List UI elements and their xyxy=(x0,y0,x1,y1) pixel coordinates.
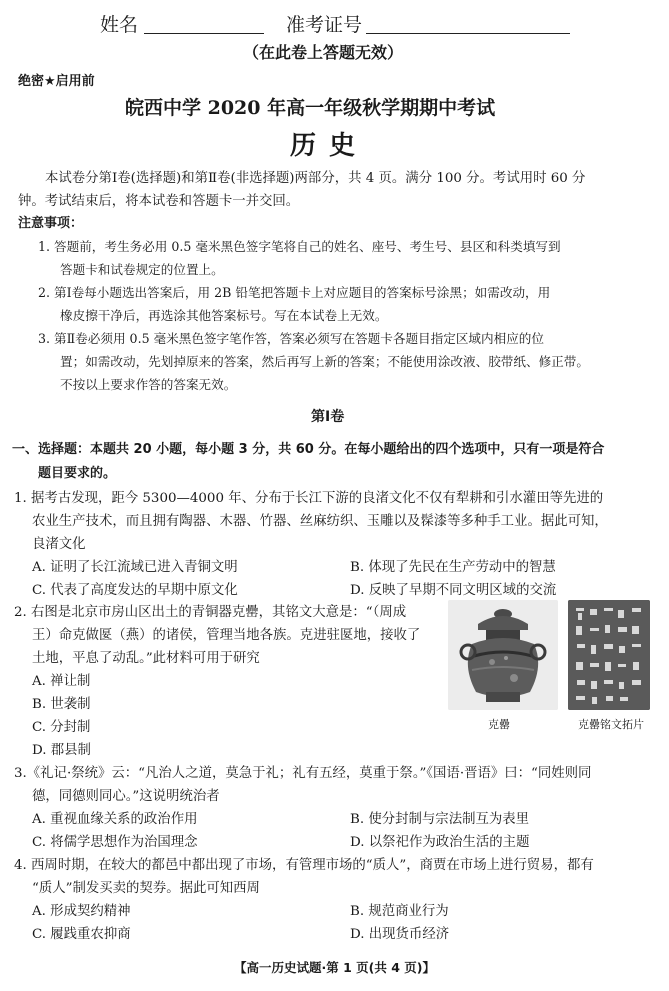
q3-option-c: C. 将儒学思想作为治国理念 xyxy=(32,835,198,850)
q1-stem-line-3: 良渚文化 xyxy=(32,537,86,552)
q1-option-a: A. 证明了长江流域已进入青铜文明 xyxy=(32,560,238,575)
q1-option-b: B. 体现了先民在生产劳动中的智慧 xyxy=(350,560,556,575)
q2-stem-line-2: 王）命克做匽（燕）的诸侯，管理当地各族。克进驻匽地，接收了 xyxy=(32,628,421,643)
note-2-line-2: 橡皮擦干净后，再选涂其他答案标号。写在本试卷上无效。 xyxy=(60,308,388,323)
q4-stem-line-2: “质人”制发买卖的契券。据此可知西周 xyxy=(32,881,260,896)
note-1-line-1: 1. 答题前，考生务必用 0.5 毫米黑色签字笔将自己的姓名、座号、考生号、县区和科类填写到 xyxy=(38,239,561,254)
section-heading-line-1: 一、选择题：本题共 20 小题，每小题 3 分，共 60 分。在每小题给出的四个选项中，只有一项是符合 xyxy=(12,442,605,457)
q1-stem-line-2: 农业生产技术，而且拥有陶器、木器、竹器、丝麻纺织、玉雕以及髹漆等多种手工业。据此可知， xyxy=(32,514,608,529)
subject-title: 历 史 xyxy=(290,131,358,161)
q2-stem-line-3: 土地，平息了动乱。”此材料可用于研究 xyxy=(32,651,260,666)
q2-option-c: C. 分封制 xyxy=(32,720,91,735)
q4-option-a: A. 形成契约精神 xyxy=(32,904,131,919)
q2-option-d: D. 郡县制 xyxy=(32,743,91,758)
q4-stem-line-1: 4. 西周时期，在较大的都邑中都出现了市场，有管理市场的“质人”，商贾在市场上进行贸易，都有 xyxy=(14,858,594,873)
note-3-line-1: 3. 第Ⅱ卷必须用 0.5 毫米黑色签字笔作答，答案必须写在答题卡各题目指定区域内相应的位 xyxy=(38,331,544,346)
invalid-answer-note: （在此卷上答题无效） xyxy=(243,43,404,62)
exam-id-field-line xyxy=(366,33,570,34)
q3-option-a: A. 重视血缘关系的政治作用 xyxy=(32,812,198,827)
inscription-rubbing-photo xyxy=(568,600,650,710)
bronze-vessel-photo xyxy=(448,600,558,710)
name-field-line xyxy=(144,33,264,34)
q3-stem-line-2: 德，同德则同心。”这说明统治者 xyxy=(32,789,220,804)
q2-option-a: A. 禅让制 xyxy=(32,674,91,689)
note-2-line-1: 2. 第Ⅰ卷每小题选出答案后，用 2B 铅笔把答题卡上对应题目的答案标号涂黑；如需改动，用 xyxy=(38,285,551,300)
vessel-caption: 克罍 xyxy=(488,718,510,731)
q3-option-d: D. 以祭祀作为政治生活的主题 xyxy=(350,835,530,850)
q3-stem-line-1: 3.《礼记·祭统》云：“凡治人之道，莫急于礼；礼有五经，莫重于祭。”《国语·晋语》曰：“同姓则同 xyxy=(14,766,592,781)
section-heading-line-2: 题目要求的。 xyxy=(38,466,117,481)
note-3-line-2: 置；如需改动，先划掉原来的答案，然后再写上新的答案；不能使用涂改液、胶带纸、修正带。 xyxy=(60,354,589,369)
exam-id-label: 准考证号 xyxy=(286,14,363,36)
exam-title: 皖西中学 2020 年高一年级秋学期期中考试 xyxy=(125,97,496,119)
q2-option-b: B. 世袭制 xyxy=(32,697,91,712)
q1-option-c: C. 代表了高度发达的早期中原文化 xyxy=(32,583,238,598)
q3-option-b: B. 使分封制与宗法制互为表里 xyxy=(350,812,530,827)
note-1-line-2: 答题卡和试卷规定的位置上。 xyxy=(60,262,224,277)
q1-option-d: D. 反映了早期不同文明区域的交流 xyxy=(350,583,557,598)
intro-line-1: 本试卷分第Ⅰ卷(选择题)和第Ⅱ卷(非选择题)两部分，共 4 页。满分 100 分。考试用时 60 分 xyxy=(45,171,586,186)
intro-line-2: 钟。考试结束后，将本试卷和答题卡一并交回。 xyxy=(18,194,300,209)
name-label: 姓名 xyxy=(100,14,139,36)
page-footer: 【高一历史试题·第 1 页(共 4 页)】 xyxy=(234,960,435,975)
part-one-title: 第Ⅰ卷 xyxy=(311,409,345,425)
q1-stem-line-1: 1. 据考古发现，距今 5300—4000 年、分布于长江下游的良渚文化不仅有犁耕和引水灌田等先进的 xyxy=(14,491,604,506)
q4-option-b: B. 规范商业行为 xyxy=(350,904,449,919)
notes-heading: 注意事项： xyxy=(18,216,84,231)
q2-stem-line-1: 2. 右图是北京市房山区出土的青铜器克罍，其铭文大意是：“（周成 xyxy=(14,605,407,620)
q4-option-c: C. 履践重农抑商 xyxy=(32,927,131,942)
confidential-mark: 绝密★启用前 xyxy=(18,74,95,89)
q4-option-d: D. 出现货币经济 xyxy=(350,927,450,942)
note-3-line-3: 不按以上要求作答的答案无效。 xyxy=(60,377,237,392)
rubbing-caption: 克罍铭文拓片 xyxy=(578,718,644,731)
